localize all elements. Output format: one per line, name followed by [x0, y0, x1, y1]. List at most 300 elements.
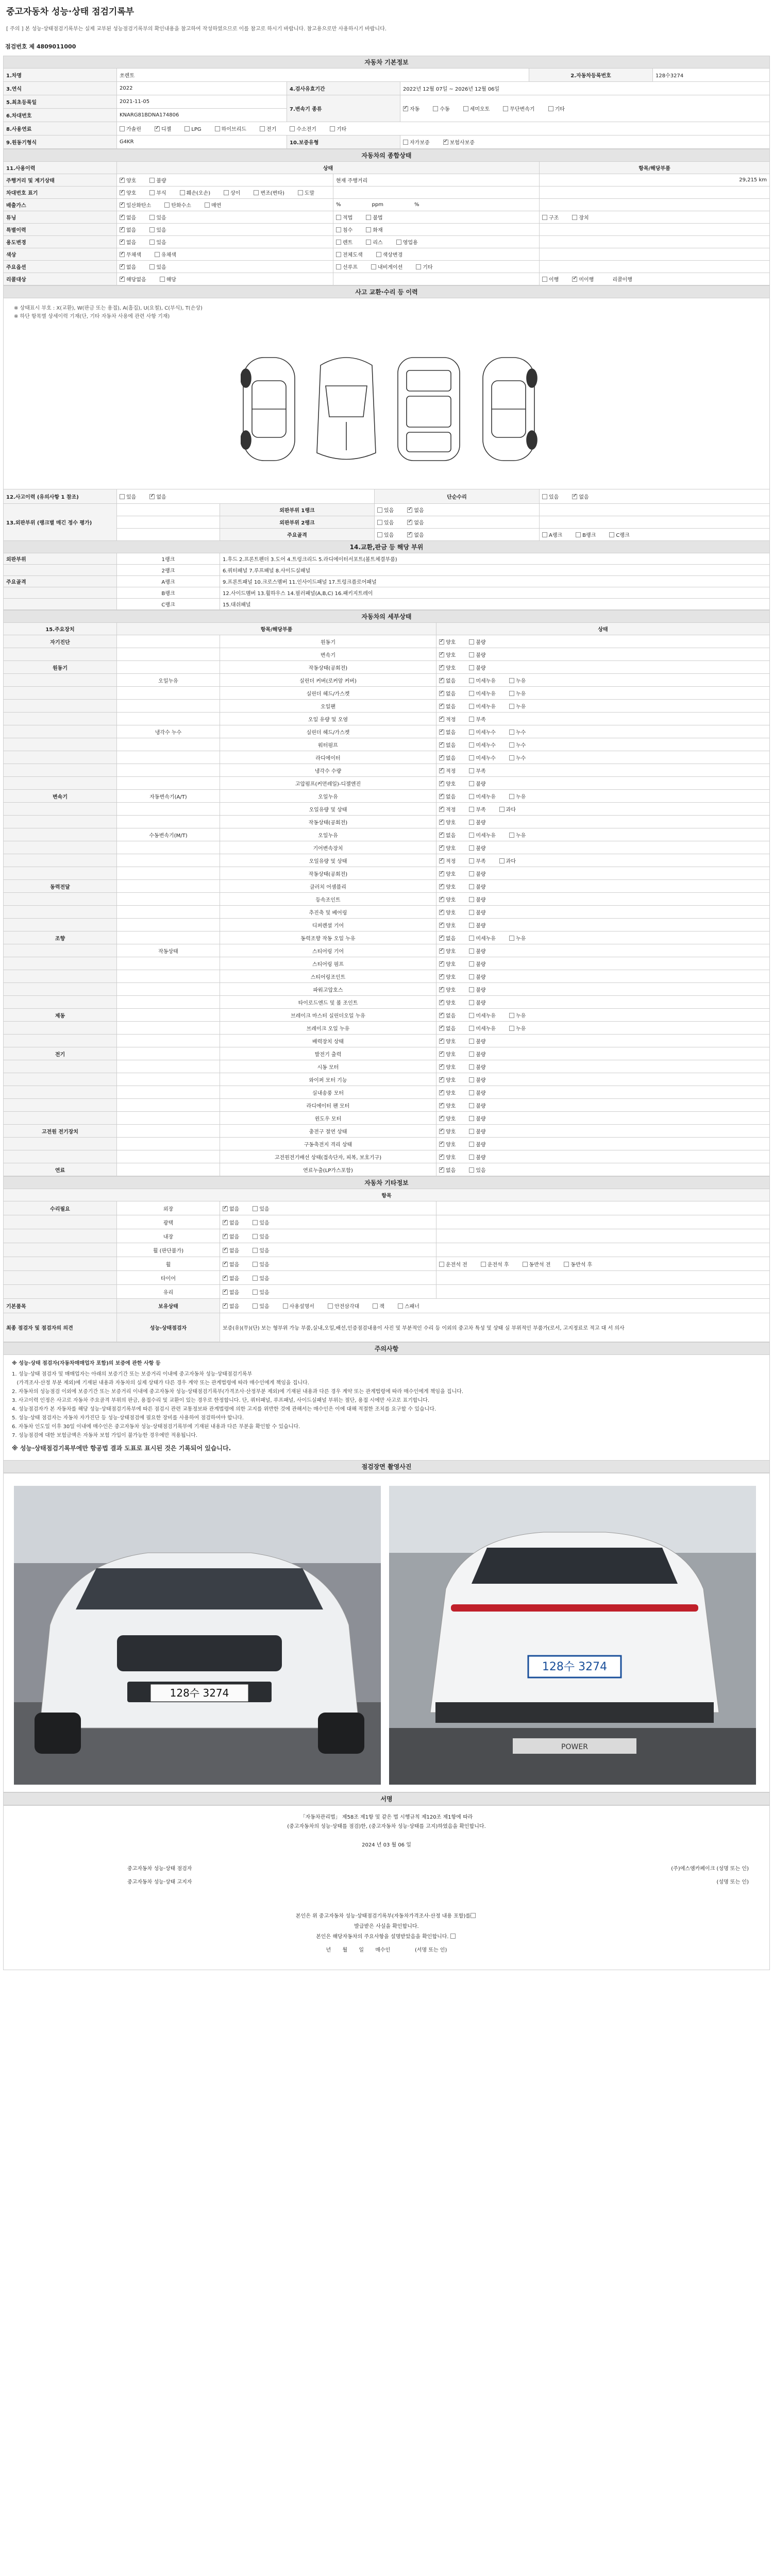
checkbox[interactable] — [223, 1276, 228, 1281]
checkbox[interactable] — [469, 1052, 474, 1057]
option — [120, 275, 146, 283]
checkbox[interactable] — [439, 845, 444, 851]
checkbox[interactable] — [469, 820, 474, 825]
checkbox[interactable] — [439, 1077, 444, 1082]
checkbox[interactable] — [371, 264, 376, 269]
status-label: 차대번호 표기 — [6, 191, 38, 196]
option-label: 없음 — [446, 1167, 456, 1174]
checkbox[interactable] — [439, 768, 444, 773]
checkbox[interactable] — [403, 140, 408, 145]
checkbox[interactable] — [407, 532, 412, 537]
checkbox[interactable] — [439, 858, 444, 863]
checkbox[interactable] — [469, 652, 474, 657]
sign-left-1: 중고자동차 성능·상태 점검자 — [127, 1866, 192, 1872]
checkbox[interactable] — [376, 252, 381, 257]
checkbox[interactable] — [439, 1090, 444, 1095]
option-label: 적정 — [446, 807, 456, 813]
checkbox[interactable] — [223, 1303, 228, 1309]
checkbox[interactable] — [439, 639, 444, 645]
checkbox[interactable] — [205, 202, 210, 208]
car-top-front — [317, 358, 376, 460]
checkbox[interactable] — [469, 1116, 474, 1121]
unit-label: % — [336, 202, 341, 208]
checkbox[interactable] — [439, 652, 444, 657]
checkbox[interactable] — [542, 494, 547, 499]
parts-list: 9.프론트패널 10.크로스멤버 11.인사이드패널 17.트렁크플로어패널 — [223, 580, 377, 585]
checkbox[interactable] — [439, 717, 444, 722]
checkbox[interactable] — [336, 215, 341, 220]
checkbox[interactable] — [180, 190, 185, 195]
option-label: 부족 — [476, 858, 486, 865]
checkbox[interactable] — [469, 1142, 474, 1147]
details-table — [3, 610, 770, 1176]
checkbox[interactable] — [120, 202, 125, 208]
checkbox[interactable] — [469, 1000, 474, 1005]
option-label: 부식 — [156, 191, 166, 196]
checkbox[interactable] — [155, 126, 160, 131]
option-label: 색상변경 — [382, 252, 403, 258]
checkbox[interactable] — [548, 106, 553, 111]
detail-group: 동력전달 — [50, 884, 70, 890]
checkbox[interactable] — [120, 178, 125, 183]
checkbox[interactable] — [499, 807, 505, 812]
checkbox[interactable] — [439, 1103, 444, 1108]
checkbox[interactable] — [253, 1248, 258, 1253]
status-label: 용도변경 — [6, 240, 26, 246]
option — [439, 702, 456, 710]
checkbox[interactable] — [439, 910, 444, 915]
checkbox[interactable] — [469, 1167, 474, 1173]
section-title-sign: 서명 — [4, 1793, 770, 1805]
option-label: 누수 — [515, 730, 526, 736]
checkbox[interactable] — [463, 106, 468, 111]
status-label: 주행거리 및 계기상태 — [6, 178, 55, 184]
checkbox[interactable] — [469, 948, 474, 954]
checkbox[interactable] — [439, 961, 444, 967]
checkbox[interactable] — [469, 1090, 474, 1095]
checkbox[interactable] — [366, 215, 371, 220]
checkbox[interactable] — [439, 974, 444, 979]
section-title-basic: 자동차 기본정보 — [4, 56, 770, 69]
parts-list: 12.사이드멤버 13.휠하우스 14.필러패널(A,B,C) 16.패키지트레이 — [223, 591, 373, 597]
other-row — [4, 1271, 770, 1285]
buyer-check-2[interactable] — [450, 1934, 456, 1939]
checkbox[interactable] — [469, 665, 474, 670]
checkbox[interactable] — [439, 704, 444, 709]
parts-group: 외판부위 — [6, 557, 26, 563]
other-row — [4, 1243, 770, 1257]
checkbox[interactable] — [439, 936, 444, 941]
checkbox[interactable] — [509, 691, 514, 696]
checkbox[interactable] — [469, 755, 474, 760]
option — [120, 263, 136, 270]
checkbox[interactable] — [366, 240, 371, 245]
checkbox[interactable] — [439, 1000, 444, 1005]
checkbox[interactable] — [469, 833, 474, 838]
warning-item: 3. 사고이력 인정은 사고로 자동차 주요골격 부위의 판금, 용접수리 및 교환이 있는 경우로 한정합니다. 단, 쿼터패널, 루프패널, 사이드실패널 부위는 절단, 용접 시에만 사고로 표기합니다. — [12, 1398, 430, 1403]
option — [120, 125, 141, 132]
checkbox[interactable] — [576, 532, 581, 537]
option — [503, 105, 534, 112]
checkbox[interactable] — [298, 190, 303, 195]
checkbox[interactable] — [330, 126, 335, 131]
option — [223, 1288, 239, 1296]
option — [253, 1246, 269, 1254]
checkbox[interactable] — [120, 126, 125, 131]
option-label: 없음 — [446, 833, 456, 839]
checkbox[interactable] — [439, 1142, 444, 1147]
checkbox[interactable] — [469, 781, 474, 786]
checkbox[interactable] — [439, 665, 444, 670]
checkbox[interactable] — [542, 277, 547, 282]
checkbox[interactable] — [439, 781, 444, 786]
checkbox[interactable] — [469, 794, 474, 799]
detail-row — [4, 996, 770, 1009]
checkbox[interactable] — [120, 252, 125, 257]
detail-row — [4, 1138, 770, 1150]
detail-item: 동력조향 작동 오일 누유 — [300, 936, 356, 942]
option-label: 양호 — [446, 1129, 456, 1135]
checkbox[interactable] — [509, 794, 514, 799]
checkbox[interactable] — [439, 1167, 444, 1173]
checkbox[interactable] — [469, 910, 474, 915]
checkbox[interactable] — [439, 1262, 444, 1267]
detail-item: 실린더 헤드/가스켓 — [306, 691, 350, 697]
car-top-rear — [398, 358, 460, 461]
checkbox[interactable] — [439, 1129, 444, 1134]
checkbox[interactable] — [469, 1039, 474, 1044]
option-label: 구조 — [549, 215, 559, 221]
checkbox[interactable] — [572, 215, 577, 220]
option — [377, 506, 394, 514]
checkbox[interactable] — [253, 1220, 258, 1225]
option — [439, 676, 456, 684]
checkbox[interactable] — [469, 936, 474, 941]
checkbox[interactable] — [398, 1303, 403, 1309]
option-label: 해당 — [166, 277, 176, 283]
checkbox[interactable] — [572, 494, 577, 499]
detail-row — [4, 725, 770, 738]
checkbox[interactable] — [439, 1026, 444, 1031]
option — [439, 1101, 456, 1109]
checkbox[interactable] — [469, 717, 474, 722]
checkbox[interactable] — [469, 1013, 474, 1018]
option-label: 있음 — [126, 495, 137, 500]
checkbox[interactable] — [149, 227, 155, 232]
option — [260, 125, 276, 132]
status-row — [4, 248, 770, 261]
checkbox[interactable] — [439, 987, 444, 992]
checkbox[interactable] — [120, 277, 125, 282]
checkbox[interactable] — [396, 240, 401, 245]
option-label: 미세누유 — [476, 1026, 496, 1032]
value-car-name: 쏘렌토 — [117, 69, 529, 82]
checkbox[interactable] — [155, 252, 160, 257]
option-label: 불량 — [476, 1052, 486, 1058]
checkbox[interactable] — [572, 277, 577, 282]
checkbox[interactable] — [469, 897, 474, 902]
checkbox[interactable] — [523, 1262, 528, 1267]
checkbox[interactable] — [439, 923, 444, 928]
checkbox[interactable] — [223, 1262, 228, 1267]
option-label: 누유 — [515, 1026, 526, 1032]
checkbox[interactable] — [377, 520, 382, 525]
checkbox[interactable] — [366, 227, 371, 232]
checkbox[interactable] — [443, 140, 448, 145]
detail-row — [4, 841, 770, 854]
checkbox[interactable] — [469, 691, 474, 696]
checkbox[interactable] — [469, 1077, 474, 1082]
checkbox[interactable] — [223, 1206, 228, 1211]
status-label: 색상 — [6, 252, 16, 258]
checkbox[interactable] — [439, 897, 444, 902]
option-label: 잭 — [379, 1304, 384, 1310]
checkbox[interactable] — [149, 190, 155, 195]
checkbox[interactable] — [564, 1262, 569, 1267]
checkbox[interactable] — [499, 858, 505, 863]
option-label: 양호 — [446, 1155, 456, 1161]
option-label: 불량 — [476, 1155, 486, 1161]
option — [180, 189, 210, 196]
checkbox[interactable] — [254, 190, 259, 195]
checkbox[interactable] — [184, 126, 190, 131]
checkbox[interactable] — [439, 691, 444, 696]
detail-item: 오일누유 — [318, 833, 338, 839]
option-label: 무채색 — [126, 252, 141, 258]
status-label: 튜닝 — [6, 215, 16, 221]
checkbox[interactable] — [336, 227, 341, 232]
checkbox[interactable] — [609, 532, 614, 537]
checkbox[interactable] — [439, 1013, 444, 1018]
checkbox[interactable] — [253, 1206, 258, 1211]
checkbox[interactable] — [416, 264, 421, 269]
label-inspection-valid: 4.검사유효기간 — [287, 82, 400, 95]
rank2-options — [375, 516, 540, 529]
option — [469, 1140, 485, 1148]
checkbox[interactable] — [120, 264, 125, 269]
checkbox[interactable] — [469, 871, 474, 876]
checkbox[interactable] — [469, 704, 474, 709]
checkbox[interactable] — [439, 730, 444, 735]
checkbox[interactable] — [509, 704, 514, 709]
checkbox[interactable] — [542, 532, 547, 537]
checkbox[interactable] — [223, 1220, 228, 1225]
checkbox[interactable] — [433, 106, 438, 111]
checkbox[interactable] — [439, 948, 444, 954]
other-row — [4, 1229, 770, 1243]
checkbox[interactable] — [439, 884, 444, 889]
option-label: 양호 — [446, 884, 456, 890]
other-item: 내장 — [163, 1234, 174, 1240]
checkbox[interactable] — [469, 1155, 474, 1160]
checkbox[interactable] — [469, 845, 474, 851]
detail-sub: 수동변속기(M/T) — [149, 833, 188, 839]
option — [253, 1218, 269, 1226]
detail-item: 작동상태(공회전) — [308, 871, 348, 877]
checkbox[interactable] — [439, 1064, 444, 1070]
checkbox[interactable] — [469, 1064, 474, 1070]
option — [164, 201, 191, 209]
checkbox[interactable] — [509, 1013, 514, 1018]
checkbox[interactable] — [503, 106, 508, 111]
checkbox[interactable] — [283, 1303, 288, 1309]
checkbox[interactable] — [469, 639, 474, 645]
checkbox[interactable] — [253, 1262, 258, 1267]
checkbox[interactable] — [373, 1303, 378, 1309]
checkbox[interactable] — [164, 202, 170, 208]
option-label: 불량 — [476, 884, 486, 890]
option-label: 있음 — [384, 533, 394, 538]
checkbox[interactable] — [469, 858, 474, 863]
checkbox[interactable] — [439, 1052, 444, 1057]
checkbox[interactable] — [439, 1039, 444, 1044]
checkbox[interactable] — [469, 974, 474, 979]
checkbox[interactable] — [469, 742, 474, 748]
checkbox[interactable] — [336, 252, 341, 257]
checkbox[interactable] — [149, 494, 155, 499]
checkbox[interactable] — [469, 1026, 474, 1031]
option-label: 누수 — [515, 742, 526, 749]
option-label: 있음 — [259, 1234, 270, 1240]
checkbox[interactable] — [120, 190, 125, 195]
option-label: 부족 — [476, 807, 486, 813]
checkbox[interactable] — [149, 215, 155, 220]
checkbox[interactable] — [509, 936, 514, 941]
checkbox[interactable] — [407, 520, 412, 525]
checkbox[interactable] — [469, 1103, 474, 1108]
option-label: LPG — [191, 127, 201, 132]
checkbox[interactable] — [328, 1303, 333, 1309]
option — [223, 1260, 239, 1268]
checkbox[interactable] — [542, 215, 547, 220]
checkbox[interactable] — [469, 987, 474, 992]
checkbox[interactable] — [223, 1234, 228, 1239]
option — [149, 238, 166, 246]
checkbox[interactable] — [509, 1026, 514, 1031]
option — [149, 189, 166, 196]
checkbox[interactable] — [439, 871, 444, 876]
option-label: 없음 — [414, 508, 424, 514]
checkbox[interactable] — [120, 227, 125, 232]
detail-item: 냉각수 수량 — [314, 768, 342, 774]
checkbox[interactable] — [469, 923, 474, 928]
checkbox[interactable] — [439, 794, 444, 799]
checkbox[interactable] — [407, 507, 412, 513]
option-label: 있음 — [259, 1206, 270, 1212]
checkbox[interactable] — [439, 833, 444, 838]
option — [439, 883, 456, 890]
checkbox[interactable] — [439, 1155, 444, 1160]
buyer-check-1[interactable] — [470, 1913, 476, 1918]
checkbox[interactable] — [469, 807, 474, 812]
other-item: 휠 (판단불가) — [153, 1248, 184, 1254]
checkbox[interactable] — [223, 1248, 228, 1253]
option — [366, 213, 382, 221]
option-label: 불량 — [476, 1000, 486, 1006]
option-label: 불량 — [476, 948, 486, 955]
option-label: 양호 — [446, 1039, 456, 1045]
checkbox[interactable] — [377, 507, 382, 513]
checkbox[interactable] — [149, 264, 155, 269]
checkbox[interactable] — [469, 678, 474, 683]
checkbox[interactable] — [439, 742, 444, 748]
checkbox[interactable] — [439, 678, 444, 683]
checkbox[interactable] — [260, 126, 265, 131]
car-side-left — [241, 358, 295, 461]
detail-row — [4, 700, 770, 713]
option-label: 불량 — [476, 1116, 486, 1122]
checkbox[interactable] — [509, 678, 514, 683]
checkbox[interactable] — [224, 190, 229, 195]
checkbox[interactable] — [439, 755, 444, 760]
checkbox[interactable] — [253, 1276, 258, 1281]
checkbox[interactable] — [120, 240, 125, 245]
warnings-foot: ※ 성능·상태점검기록부에만 항공법 결과 도표로 표시된 것은 기록되어 있습니다. — [12, 1445, 231, 1452]
frame-options — [375, 529, 540, 541]
basic-info-table — [3, 56, 770, 149]
option — [336, 263, 358, 270]
checkbox[interactable] — [120, 215, 125, 220]
checkbox[interactable] — [439, 1116, 444, 1121]
option — [377, 518, 394, 526]
option-label: 없음 — [414, 520, 424, 526]
checkbox[interactable] — [469, 730, 474, 735]
option — [469, 973, 485, 980]
checkbox[interactable] — [253, 1290, 258, 1295]
checkbox[interactable] — [509, 755, 514, 760]
option — [336, 226, 352, 233]
option-label: 불량 — [476, 1142, 486, 1148]
checkbox[interactable] — [481, 1262, 486, 1267]
checkbox[interactable] — [336, 240, 341, 245]
checkbox[interactable] — [290, 126, 295, 131]
option-label: 없음 — [229, 1304, 240, 1310]
status-row — [4, 211, 770, 224]
checkbox[interactable] — [469, 961, 474, 967]
checkbox[interactable] — [253, 1303, 258, 1309]
checkbox[interactable] — [509, 833, 514, 838]
checkbox[interactable] — [509, 730, 514, 735]
option — [373, 1302, 384, 1310]
checkbox[interactable] — [336, 264, 341, 269]
option — [469, 883, 485, 890]
checkbox[interactable] — [160, 277, 165, 282]
checkbox[interactable] — [120, 494, 125, 499]
option — [330, 125, 346, 132]
checkbox[interactable] — [149, 240, 155, 245]
option-label: 장치 — [579, 215, 589, 221]
checkbox[interactable] — [149, 178, 155, 183]
option-label: 누유 — [515, 678, 526, 684]
option-label: 양호 — [446, 1090, 456, 1096]
checkbox[interactable] — [215, 126, 220, 131]
checkbox[interactable] — [509, 742, 514, 748]
checkbox[interactable] — [403, 106, 408, 111]
checkbox[interactable] — [439, 820, 444, 825]
checkbox[interactable] — [469, 768, 474, 773]
label-basic-items: 기본품목 — [4, 1299, 117, 1313]
checkbox[interactable] — [253, 1234, 258, 1239]
option — [469, 638, 485, 646]
checkbox[interactable] — [469, 1129, 474, 1134]
option — [253, 1302, 269, 1310]
checkbox[interactable] — [439, 807, 444, 812]
option — [336, 238, 352, 246]
option-label: 일산화탄소 — [126, 203, 152, 209]
checkbox[interactable] — [469, 884, 474, 889]
checkbox[interactable] — [223, 1290, 228, 1295]
checkbox[interactable] — [377, 532, 382, 537]
